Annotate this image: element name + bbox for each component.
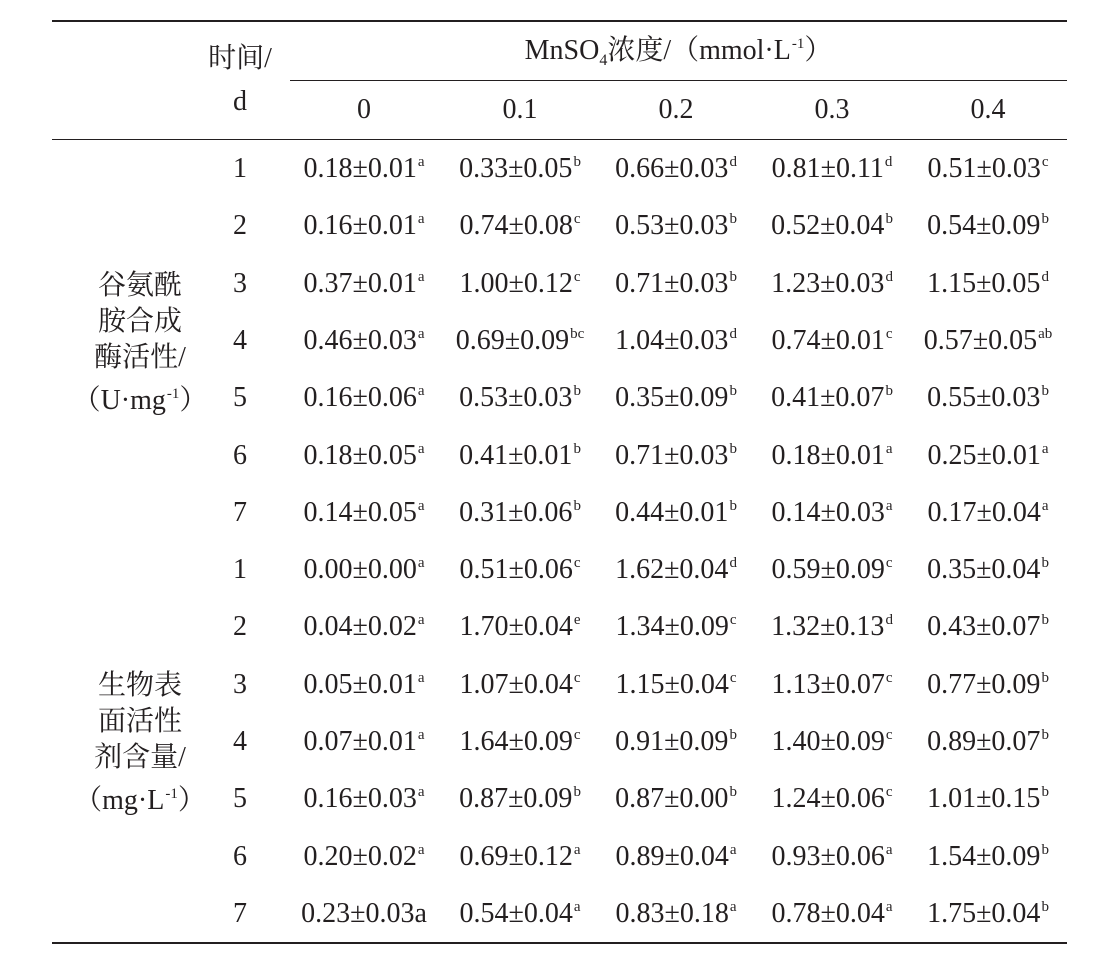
value-text: 0.33±0.05 xyxy=(459,153,573,184)
value-cell xyxy=(754,900,910,928)
top-rule xyxy=(52,20,1067,22)
value-cell xyxy=(910,613,1066,641)
value-cell xyxy=(910,327,1066,355)
value-cell xyxy=(754,442,910,470)
significance-letter: d xyxy=(884,154,893,170)
value-text: 0.81±0.11 xyxy=(771,153,884,184)
value-cell xyxy=(754,384,910,412)
value-text: 0.00±0.00 xyxy=(303,554,417,585)
significance-letter: d xyxy=(885,269,893,285)
value-cell xyxy=(442,499,598,527)
significance-letter: c xyxy=(573,269,581,285)
day-cell: 4 xyxy=(233,726,247,757)
value-text: 1.00±0.12 xyxy=(459,268,573,299)
value-text: 0.41±0.07 xyxy=(771,382,885,413)
day-cell: 4 xyxy=(233,325,247,356)
value-text: 0.78±0.04 xyxy=(771,898,885,929)
significance-letter: b xyxy=(729,441,737,457)
value-text: 0.18±0.01 xyxy=(771,440,885,471)
day-cell: 6 xyxy=(233,841,247,872)
value-cell xyxy=(910,785,1066,813)
day-cell: 3 xyxy=(233,268,247,299)
significance-letter: a xyxy=(885,441,893,457)
day-cell: 6 xyxy=(233,440,247,471)
significance-letter: c xyxy=(885,555,893,571)
significance-letter: a xyxy=(885,498,893,514)
value-cell xyxy=(442,212,598,240)
value-text: 0.18±0.05 xyxy=(303,440,417,471)
significance-letter: b xyxy=(885,211,893,227)
significance-letter: b xyxy=(1041,383,1049,399)
significance-letter: c xyxy=(729,670,737,686)
value-text: 0.43±0.07 xyxy=(927,611,1041,642)
significance-letter: b xyxy=(729,727,737,743)
value-text: 0.14±0.05 xyxy=(303,497,417,528)
significance-letter: a xyxy=(1041,441,1049,457)
value-text: 0.53±0.03 xyxy=(615,210,729,241)
value-text: 1.70±0.04 xyxy=(459,611,573,642)
day-cell: 1 xyxy=(233,153,247,184)
significance-letter: c xyxy=(573,727,581,743)
significance-letter: c xyxy=(885,326,893,342)
column-header-0.3: 0.3 xyxy=(814,94,850,125)
significance-letter: a xyxy=(417,326,425,342)
value-text: 1.40±0.09 xyxy=(771,726,885,757)
time-header-line2: d xyxy=(233,86,247,117)
value-cell xyxy=(910,384,1066,412)
value-text: 0.53±0.03 xyxy=(459,382,573,413)
value-cell xyxy=(910,728,1066,756)
value-cell xyxy=(754,556,910,584)
value-text: 0.46±0.03 xyxy=(303,325,417,356)
day-cell: 1 xyxy=(233,554,247,585)
significance-letter: a xyxy=(573,899,581,915)
significance-letter: b xyxy=(573,441,581,457)
value-cell xyxy=(442,900,598,928)
significance-letter: c xyxy=(885,670,893,686)
significance-letter: ab xyxy=(1038,326,1053,342)
value-cell xyxy=(442,384,598,412)
value-text: 0.54±0.09 xyxy=(927,210,1041,241)
value-text: 1.07±0.04 xyxy=(459,669,573,700)
value-text: 0.93±0.06 xyxy=(771,841,885,872)
significance-letter: a xyxy=(417,383,425,399)
value-cell xyxy=(754,327,910,355)
value-text: 1.54±0.09 xyxy=(927,841,1041,872)
significance-letter: a xyxy=(417,784,425,800)
value-text: 0.17±0.04 xyxy=(927,497,1041,528)
value-text: 1.64±0.09 xyxy=(459,726,573,757)
value-text: 1.32±0.13 xyxy=(771,611,885,642)
significance-letter: a xyxy=(417,727,425,743)
value-cell xyxy=(598,728,754,756)
value-cell xyxy=(754,843,910,871)
value-text: 0.51±0.03 xyxy=(927,153,1041,184)
column-header-0.4: 0.4 xyxy=(970,94,1006,125)
value-cell xyxy=(598,212,754,240)
significance-letter: a xyxy=(729,899,737,915)
significance-letter: d xyxy=(729,555,737,571)
value-text: 0.25±0.01 xyxy=(927,440,1041,471)
group-label-biosurfactant: 生物表 面活性 剂含量/ $(mg\cdot L^{-1})$ xyxy=(74,670,206,816)
value-text: 0.16±0.06 xyxy=(303,382,417,413)
value-cell xyxy=(286,556,442,584)
significance-letter: b xyxy=(1041,555,1049,571)
significance-letter: c xyxy=(885,784,893,800)
significance-letter: b xyxy=(1041,211,1049,227)
significance-letter: c xyxy=(573,670,581,686)
value-cell xyxy=(754,728,910,756)
value-cell xyxy=(598,270,754,298)
value-text: 0.57±0.05 xyxy=(923,325,1038,356)
significance-letter: a xyxy=(417,612,425,628)
value-cell xyxy=(442,556,598,584)
value-cell xyxy=(598,785,754,813)
value-cell xyxy=(286,613,442,641)
value-text: 0.52±0.04 xyxy=(771,210,885,241)
day-cell: 2 xyxy=(233,210,247,241)
significance-letter: d xyxy=(729,326,737,342)
value-text: 0.14±0.03 xyxy=(771,497,885,528)
header-mid-rule xyxy=(290,80,1067,81)
value-text: 1.13±0.07 xyxy=(771,669,885,700)
group-label-glutamine-synthetase: 谷氨酰 胺合成 酶活性/ $(U\cdot mg^{-1})$ xyxy=(72,270,208,416)
significance-letter: b xyxy=(729,211,737,227)
value-cell xyxy=(754,270,910,298)
day-cell: 3 xyxy=(233,669,247,700)
value-cell xyxy=(286,384,442,412)
significance-letter: c xyxy=(1041,154,1049,170)
header-bottom-rule xyxy=(52,139,1067,140)
value-text: 0.77±0.09 xyxy=(927,669,1041,700)
significance-letter: c xyxy=(729,612,737,628)
significance-letter: a xyxy=(417,842,425,858)
significance-letter: b xyxy=(573,784,581,800)
value-text: 0.31±0.06 xyxy=(459,497,573,528)
value-cell xyxy=(286,327,442,355)
day-cell: 5 xyxy=(233,783,247,814)
value-cell xyxy=(442,728,598,756)
value-cell xyxy=(910,499,1066,527)
value-text: 0.87±0.00 xyxy=(615,783,729,814)
value-text: 0.35±0.04 xyxy=(927,554,1041,585)
value-cell xyxy=(910,155,1066,183)
value-text: 0.71±0.03 xyxy=(615,268,729,299)
value-text: 0.71±0.03 xyxy=(615,440,729,471)
value-text: 0.05±0.01 xyxy=(303,669,417,700)
significance-letter: b xyxy=(1041,670,1049,686)
value-text: 1.75±0.04 xyxy=(927,898,1041,929)
value-cell xyxy=(286,499,442,527)
value-cell xyxy=(598,613,754,641)
significance-letter: a xyxy=(417,154,425,170)
column-header-0.1: 0.1 xyxy=(502,94,538,125)
significance-letter: d xyxy=(885,612,893,628)
significance-letter: e xyxy=(573,612,581,628)
value-cell xyxy=(910,556,1066,584)
significance-letter: a xyxy=(417,269,425,285)
significance-letter: b xyxy=(729,383,737,399)
value-text: 1.34±0.09 xyxy=(615,611,729,642)
value-cell xyxy=(286,900,442,928)
significance-letter: b xyxy=(885,383,893,399)
significance-letter: b xyxy=(1041,842,1049,858)
value-cell xyxy=(442,671,598,699)
significance-letter: a xyxy=(729,842,737,858)
significance-letter: b xyxy=(1041,612,1049,628)
value-cell xyxy=(286,212,442,240)
value-text: 1.62±0.04 xyxy=(615,554,729,585)
value-cell xyxy=(286,728,442,756)
value-text: 0.51±0.06 xyxy=(459,554,573,585)
value-cell xyxy=(442,843,598,871)
value-cell xyxy=(598,384,754,412)
value-cell xyxy=(754,613,910,641)
significance-letter: a xyxy=(885,842,893,858)
value-cell xyxy=(910,900,1066,928)
significance-letter: b xyxy=(729,269,737,285)
value-text: 0.07±0.01 xyxy=(303,726,417,757)
value-text: 0.41±0.01 xyxy=(459,440,573,471)
value-text: 1.04±0.03 xyxy=(615,325,729,356)
value-cell xyxy=(286,155,442,183)
value-cell xyxy=(910,671,1066,699)
value-text: 1.23±0.03 xyxy=(771,268,885,299)
value-cell xyxy=(910,843,1066,871)
value-text: 0.20±0.02 xyxy=(303,841,417,872)
significance-letter: a xyxy=(573,842,581,858)
value-cell xyxy=(910,442,1066,470)
value-cell xyxy=(442,327,598,355)
value-cell xyxy=(598,442,754,470)
day-cell: 7 xyxy=(233,898,247,929)
value-text: 0.91±0.09 xyxy=(615,726,729,757)
significance-letter: c xyxy=(885,727,893,743)
value-cell xyxy=(442,613,598,641)
value-text: 1.15±0.05 xyxy=(927,268,1041,299)
value-text: 0.18±0.01 xyxy=(303,153,417,184)
significance-letter: a xyxy=(885,899,893,915)
value-cell xyxy=(442,155,598,183)
value-text: 0.37±0.01 xyxy=(303,268,417,299)
value-cell xyxy=(754,785,910,813)
significance-letter: b xyxy=(573,383,581,399)
time-header-line1: 时间/ xyxy=(208,43,272,74)
value-cell xyxy=(910,212,1066,240)
column-header-0.2: 0.2 xyxy=(658,94,694,125)
value-cell xyxy=(754,499,910,527)
value-cell xyxy=(754,212,910,240)
value-cell xyxy=(286,785,442,813)
bottom-rule xyxy=(52,942,1067,944)
value-cell xyxy=(442,785,598,813)
value-text: 0.16±0.01 xyxy=(303,210,417,241)
concentration-header: MnSO$_4$浓度$/(mmol\cdot L^{-1})$ xyxy=(524,35,833,69)
significance-letter: b xyxy=(729,498,737,514)
day-cell: 7 xyxy=(233,497,247,528)
value-cell xyxy=(754,155,910,183)
significance-letter: c xyxy=(573,555,581,571)
value-text: 0.69±0.09 xyxy=(455,325,570,356)
value-text: 0.89±0.04 xyxy=(615,841,729,872)
value-text: 0.69±0.12 xyxy=(459,841,573,872)
value-cell xyxy=(286,442,442,470)
value-cell xyxy=(442,270,598,298)
value-text: 0.54±0.04 xyxy=(459,898,573,929)
value-text: 0.35±0.09 xyxy=(615,382,729,413)
significance-letter: a xyxy=(417,211,425,227)
significance-letter: b xyxy=(1041,727,1049,743)
day-cell: 2 xyxy=(233,611,247,642)
value-text: 1.01±0.15 xyxy=(927,783,1041,814)
value-cell xyxy=(910,270,1066,298)
significance-letter: c xyxy=(573,211,581,227)
value-cell xyxy=(286,270,442,298)
value-text: 0.55±0.03 xyxy=(927,382,1041,413)
value-cell xyxy=(598,671,754,699)
value-cell xyxy=(598,499,754,527)
value-cell xyxy=(598,327,754,355)
significance-letter: d xyxy=(729,154,737,170)
value-text: 0.83±0.18 xyxy=(615,898,729,929)
significance-letter: a xyxy=(417,670,425,686)
value-text: 0.74±0.08 xyxy=(459,210,573,241)
value-text: 0.23±0.03a xyxy=(301,898,427,929)
value-text: 0.16±0.03 xyxy=(303,783,417,814)
value-text: 0.87±0.09 xyxy=(459,783,573,814)
column-header-0: 0 xyxy=(357,94,371,125)
significance-letter: b xyxy=(573,154,581,170)
significance-letter: b xyxy=(1041,899,1049,915)
value-cell xyxy=(598,843,754,871)
value-cell xyxy=(286,843,442,871)
value-cell xyxy=(286,671,442,699)
value-text: 1.24±0.06 xyxy=(771,783,885,814)
value-text: 0.59±0.09 xyxy=(771,554,885,585)
significance-letter: d xyxy=(1041,269,1049,285)
significance-letter: a xyxy=(417,555,425,571)
value-text: 0.66±0.03 xyxy=(615,153,729,184)
significance-letter: bc xyxy=(570,326,585,342)
value-cell xyxy=(442,442,598,470)
value-cell xyxy=(754,671,910,699)
significance-letter: b xyxy=(729,784,737,800)
value-text: 1.15±0.04 xyxy=(615,669,729,700)
significance-letter: a xyxy=(417,498,425,514)
significance-letter: a xyxy=(1041,498,1049,514)
value-text: 0.89±0.07 xyxy=(927,726,1041,757)
value-text: 0.74±0.01 xyxy=(771,325,885,356)
significance-letter: a xyxy=(417,441,425,457)
value-cell xyxy=(598,155,754,183)
day-cell: 5 xyxy=(233,382,247,413)
significance-letter: b xyxy=(573,498,581,514)
significance-letter: b xyxy=(1041,784,1049,800)
value-cell xyxy=(598,900,754,928)
value-text: 0.04±0.02 xyxy=(303,611,417,642)
value-cell xyxy=(598,556,754,584)
value-text: 0.44±0.01 xyxy=(615,497,729,528)
